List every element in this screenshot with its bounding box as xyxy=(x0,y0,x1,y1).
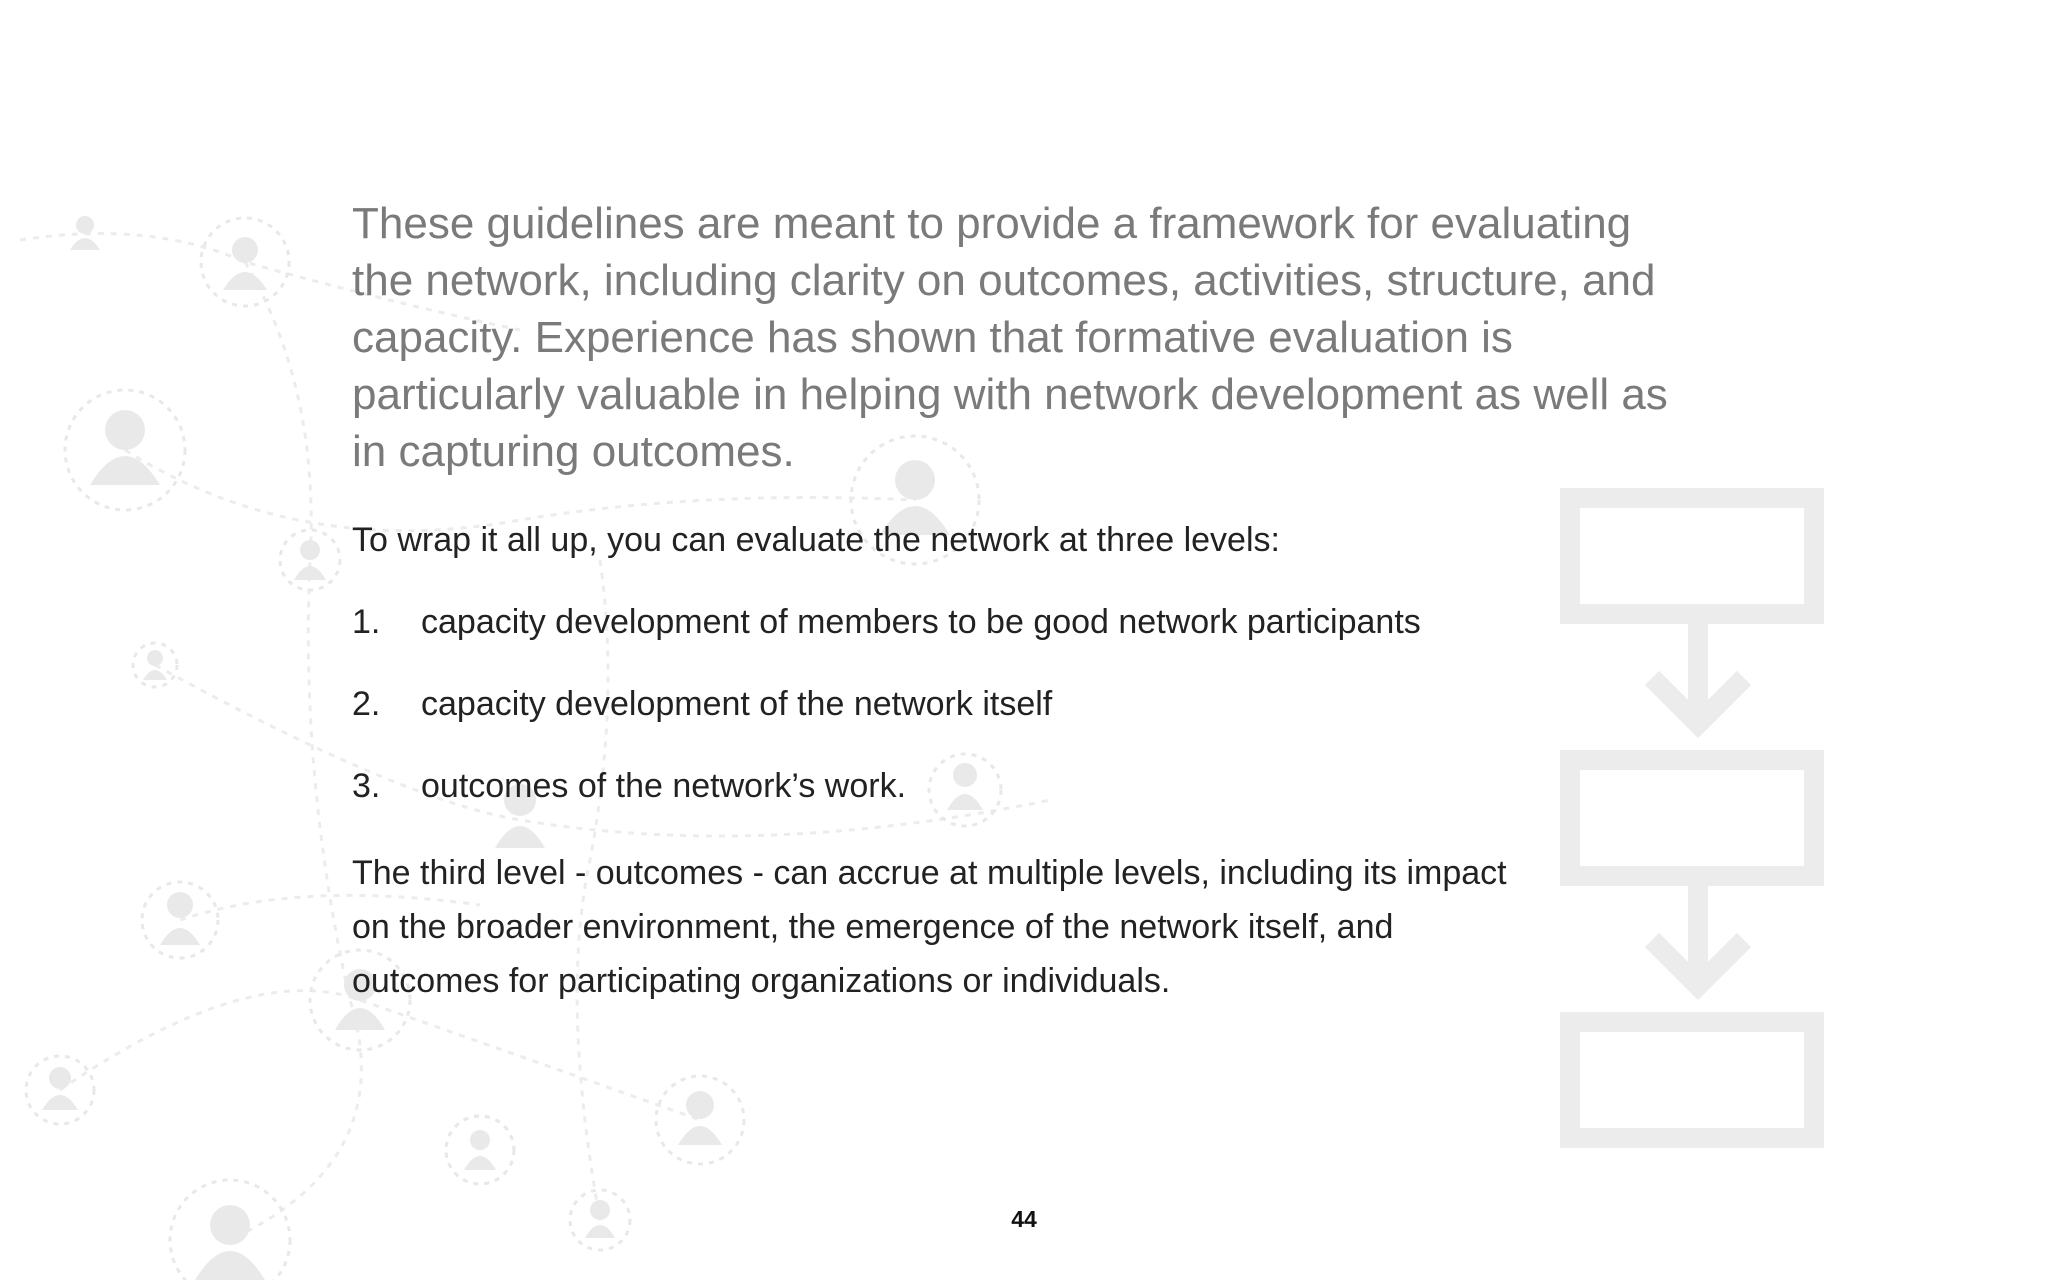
closing-paragraph: The third level - outcomes - can accrue at multiple levels, including its impact on the broader environment, the emergence of the network itself, and outcomes for participating organizations or individuals. xyxy=(352,854,1507,1000)
levels-list xyxy=(352,600,1712,808)
page-content xyxy=(352,195,1712,1008)
list-text: capacity development of members to be good network participants xyxy=(421,603,1421,641)
list-number: 3. xyxy=(352,767,381,805)
list-item xyxy=(352,682,1712,726)
list-text: capacity development of the network itself xyxy=(421,685,1053,723)
intro-paragraph: These guidelines are meant to provide a framework for evaluating the network, including clarity on outcomes, activities, structure, and capacity. Experience has shown that formative evaluation is particularly valuable in helping with network development as well as in capturing outcomes. xyxy=(352,199,1668,476)
page-number: 44 xyxy=(1011,1206,1037,1232)
wrap-up-sentence: To wrap it all up, you can evaluate the network at three levels: xyxy=(352,521,1280,559)
list-item xyxy=(352,600,1712,644)
list-number: 1. xyxy=(352,603,381,641)
list-text: outcomes of the network’s work. xyxy=(421,767,907,805)
list-number: 2. xyxy=(352,685,381,723)
list-item xyxy=(352,764,1712,808)
